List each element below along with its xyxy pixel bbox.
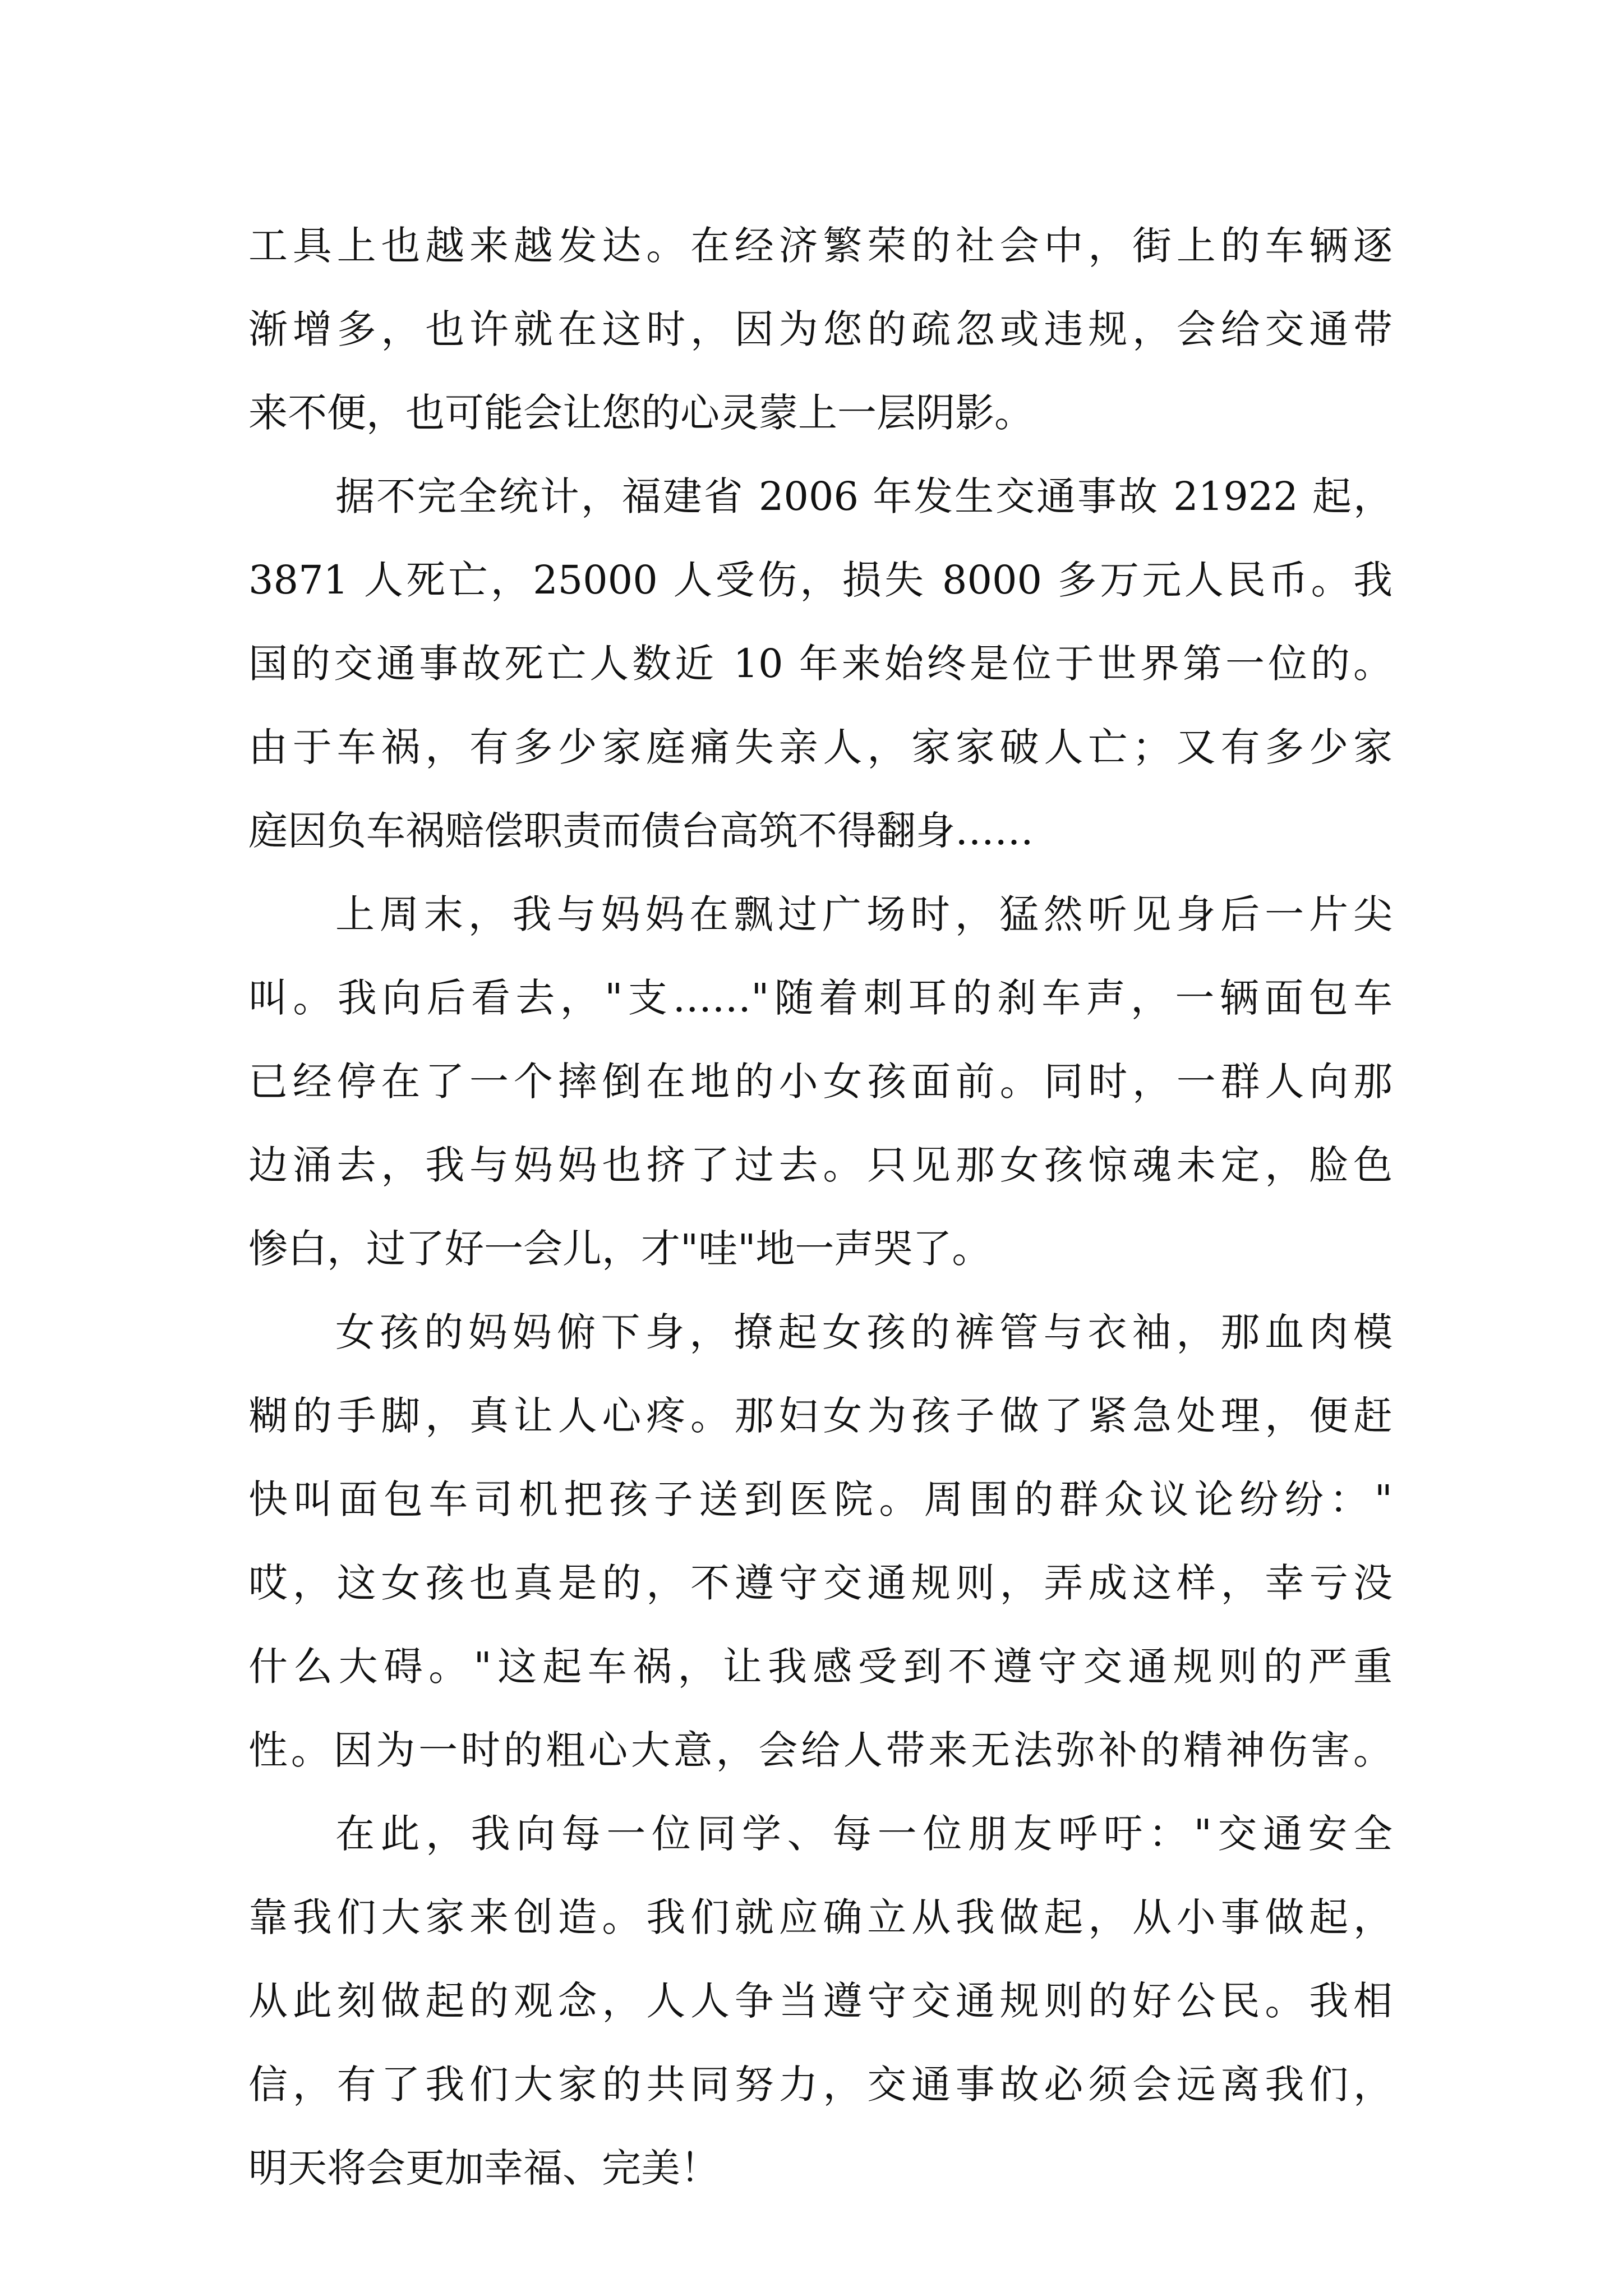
text-line: 边涌去，我与妈妈也挤了过去。只见那女孩惊魂未定，脸色 [248, 1142, 1393, 1188]
text-line: 由于车祸，有多少家庭痛失亲人，家家破人亡；又有多少家 [248, 724, 1393, 770]
text-line: 快叫面包车司机把孩子送到医院。周围的群众议论纷纷：" [248, 1476, 1393, 1522]
text-line: 来不便，也可能会让您的心灵蒙上一层阴影。 [248, 390, 1034, 436]
text-line: 哎，这女孩也真是的，不遵守交通规则，弄成这样，幸亏没 [248, 1560, 1393, 1606]
text-line: 叫。我向后看去，"支……"随着刺耳的刹车声，一辆面包车 [248, 975, 1393, 1021]
paragraph-first-line: 在此，我向每一位同学、每一位朋友呼吁："交通安全 [335, 1811, 1393, 1857]
text-line: 已经停在了一个摔倒在地的小女孩面前。同时，一群人向那 [248, 1059, 1393, 1105]
text-line: 糊的手脚，真让人心疼。那妇女为孩子做了紧急处理，便赶 [248, 1393, 1393, 1439]
paragraph-first-line: 女孩的妈妈俯下身，撩起女孩的裤管与衣袖，那血肉模 [335, 1309, 1393, 1355]
text-line: 国的交通事故死亡人数近 10 年来始终是位于世界第一位的。 [248, 641, 1393, 687]
text-line: 3871 人死亡，25000 人受伤，损失 8000 多万元人民币。我 [248, 557, 1393, 603]
paragraph-first-line: 上周末，我与妈妈在飘过广场时，猛然听见身后一片尖 [335, 891, 1393, 937]
text-line: 庭因负车祸赔偿职责而债台高筑不得翻身…… [248, 808, 1034, 854]
paragraph-first-line: 据不完全统计，福建省 2006 年发生交通事故 21922 起， [335, 473, 1393, 519]
text-line: 什么大碍。"这起车祸，让我感受到不遵守交通规则的严重 [248, 1644, 1393, 1690]
text-line: 明天将会更加幸福、完美！ [248, 2145, 720, 2191]
text-line: 靠我们大家来创造。我们就应确立从我做起，从小事做起， [248, 1894, 1393, 1940]
text-line: 从此刻做起的观念，人人争当遵守交通规则的好公民。我相 [248, 1978, 1393, 2024]
text-line: 信，有了我们大家的共同努力，交通事故必须会远离我们， [248, 2062, 1393, 2108]
text-line: 性。因为一时的粗心大意，会给人带来无法弥补的精神伤害。 [248, 1727, 1393, 1773]
text-line: 渐增多，也许就在这时，因为您的疏忽或违规，会给交通带 [248, 306, 1393, 352]
text-line: 惨白，过了好一会儿，才"哇"地一声哭了。 [248, 1226, 992, 1272]
text-line: 工具上也越来越发达。在经济繁荣的社会中，街上的车辆逐 [248, 223, 1393, 269]
